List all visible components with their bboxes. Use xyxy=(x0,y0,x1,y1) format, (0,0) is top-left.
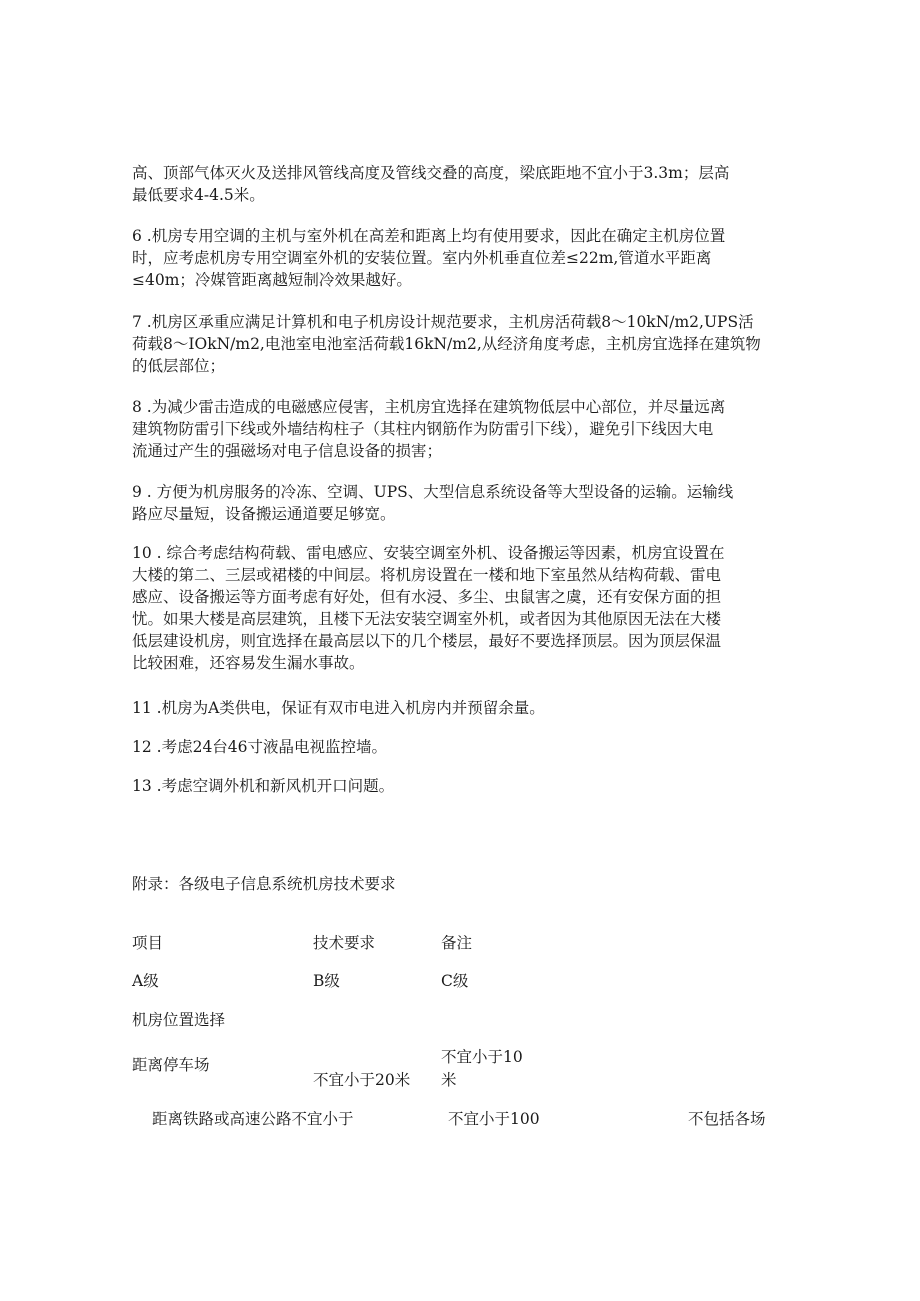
paragraph-7 xyxy=(132,311,788,377)
text-line: ≤40m；冷媒管距离越短制冷效果越好。 xyxy=(132,271,412,289)
text-line: 时，应考虑机房专用空调室外机的安装位置。室内外机垂直位差≤22m,管道水平距离 xyxy=(132,249,712,267)
paragraph-6 xyxy=(132,225,788,291)
paragraph-13 xyxy=(132,775,788,797)
row-parking-b: 不宜小于20米 xyxy=(313,1071,411,1089)
text-line: 感应、设备搬运等方面考虑有好处，但有水浸、多尘、虫鼠害之虞，还有安保方面的担 xyxy=(132,588,722,606)
table-header-item: 项目 xyxy=(132,934,164,952)
grade-b: B级 xyxy=(313,972,340,990)
paragraph-11 xyxy=(132,697,788,719)
text-line: 的低层部位； xyxy=(132,357,226,375)
text-line: 高、顶部气体灭火及送排风管线高度及管线交叠的高度，梁底距地不宜小于3.3m；层高 xyxy=(132,164,730,182)
text-line: 流通过产生的强磁场对电子信息设备的损害； xyxy=(132,442,443,460)
paragraph-9 xyxy=(132,481,788,525)
text-line: 13 .考虑空调外机和新风机开口问题。 xyxy=(132,777,395,795)
text-line: 9 . 方便为机房服务的冷冻、空调、UPS、大型信息系统设备等大型设备的运输。运输线 xyxy=(132,483,734,501)
paragraph-12 xyxy=(132,736,788,758)
text-line: 比较困难，还容易发生漏水事故。 xyxy=(132,654,365,672)
text-line: 10 . 综合考虑结构荷载、雷电感应、安装空调室外机、设备搬运等因素，机房宜设置在 xyxy=(132,544,725,562)
text-line: 路应尽量短，设备搬运通道要足够宽。 xyxy=(132,505,396,523)
row-railway-note: 不包括各场 xyxy=(688,1110,766,1128)
text-line: 12 .考虑24台46寸液晶电视监控墙。 xyxy=(132,738,388,756)
section-location: 机房位置选择 xyxy=(132,1011,226,1029)
text-line: 7 .机房区承重应满足计算机和电子机房设计规范要求，主机房活荷载8～10kN∕m2,UPS活 xyxy=(132,313,754,331)
row-parking-c-line2: 米 xyxy=(441,1071,457,1089)
grade-c: C级 xyxy=(441,972,469,990)
paragraph-10 xyxy=(132,542,788,674)
text-line: 8 .为减少雷击造成的电磁感应侵害，主机房宜选择在建筑物低层中心部位，并尽量远离 xyxy=(132,398,726,416)
row-parking-label: 距离停车场 xyxy=(132,1056,210,1074)
text-line: 大楼的第二、三层或裙楼的中间层。将机房设置在一楼和地下室虽然从结构荷载、雷电 xyxy=(132,566,722,584)
paragraph-5-continued xyxy=(132,162,788,206)
text-line: 最低要求4-4.5米。 xyxy=(132,186,265,204)
paragraph-8 xyxy=(132,396,788,462)
text-line: 建筑物防雷引下线或外墙结构柱子（其柱内钢筋作为防雷引下线），避免引下线因大电 xyxy=(132,420,714,438)
text-line: 低层建设机房，则宜选择在最高层以下的几个楼层，最好不要选择顶层。因为顶层保温 xyxy=(132,632,722,650)
row-parking-c-line1: 不宜小于10 xyxy=(441,1048,523,1066)
text-line: 6 .机房专用空调的主机与室外机在高差和距离上均有使用要求，因此在确定主机房位置 xyxy=(132,227,726,245)
table-header-note: 备注 xyxy=(441,934,473,952)
table-header-tech: 技术要求 xyxy=(313,934,376,952)
appendix-title: 附录：各级电子信息系统机房技术要求 xyxy=(132,875,396,893)
text-line: 11 .机房为A类供电，保证有双市电进入机房内并预留余量。 xyxy=(132,699,545,717)
grade-a: A级 xyxy=(132,972,159,990)
row-railway-label: 距离铁路或高速公路不宜小于 xyxy=(152,1110,354,1128)
text-line: 忧。如果大楼是高层建筑，且楼下无法安装空调室外机，或者因为其他原因无法在大楼 xyxy=(132,610,722,628)
row-railway-c: 不宜小于100 xyxy=(448,1110,540,1128)
text-line: 荷载8～IOkN/m2,电池室电池室活荷载16kN∕m2,从经济角度考虑，主机房宜选择在建筑物 xyxy=(132,335,761,353)
